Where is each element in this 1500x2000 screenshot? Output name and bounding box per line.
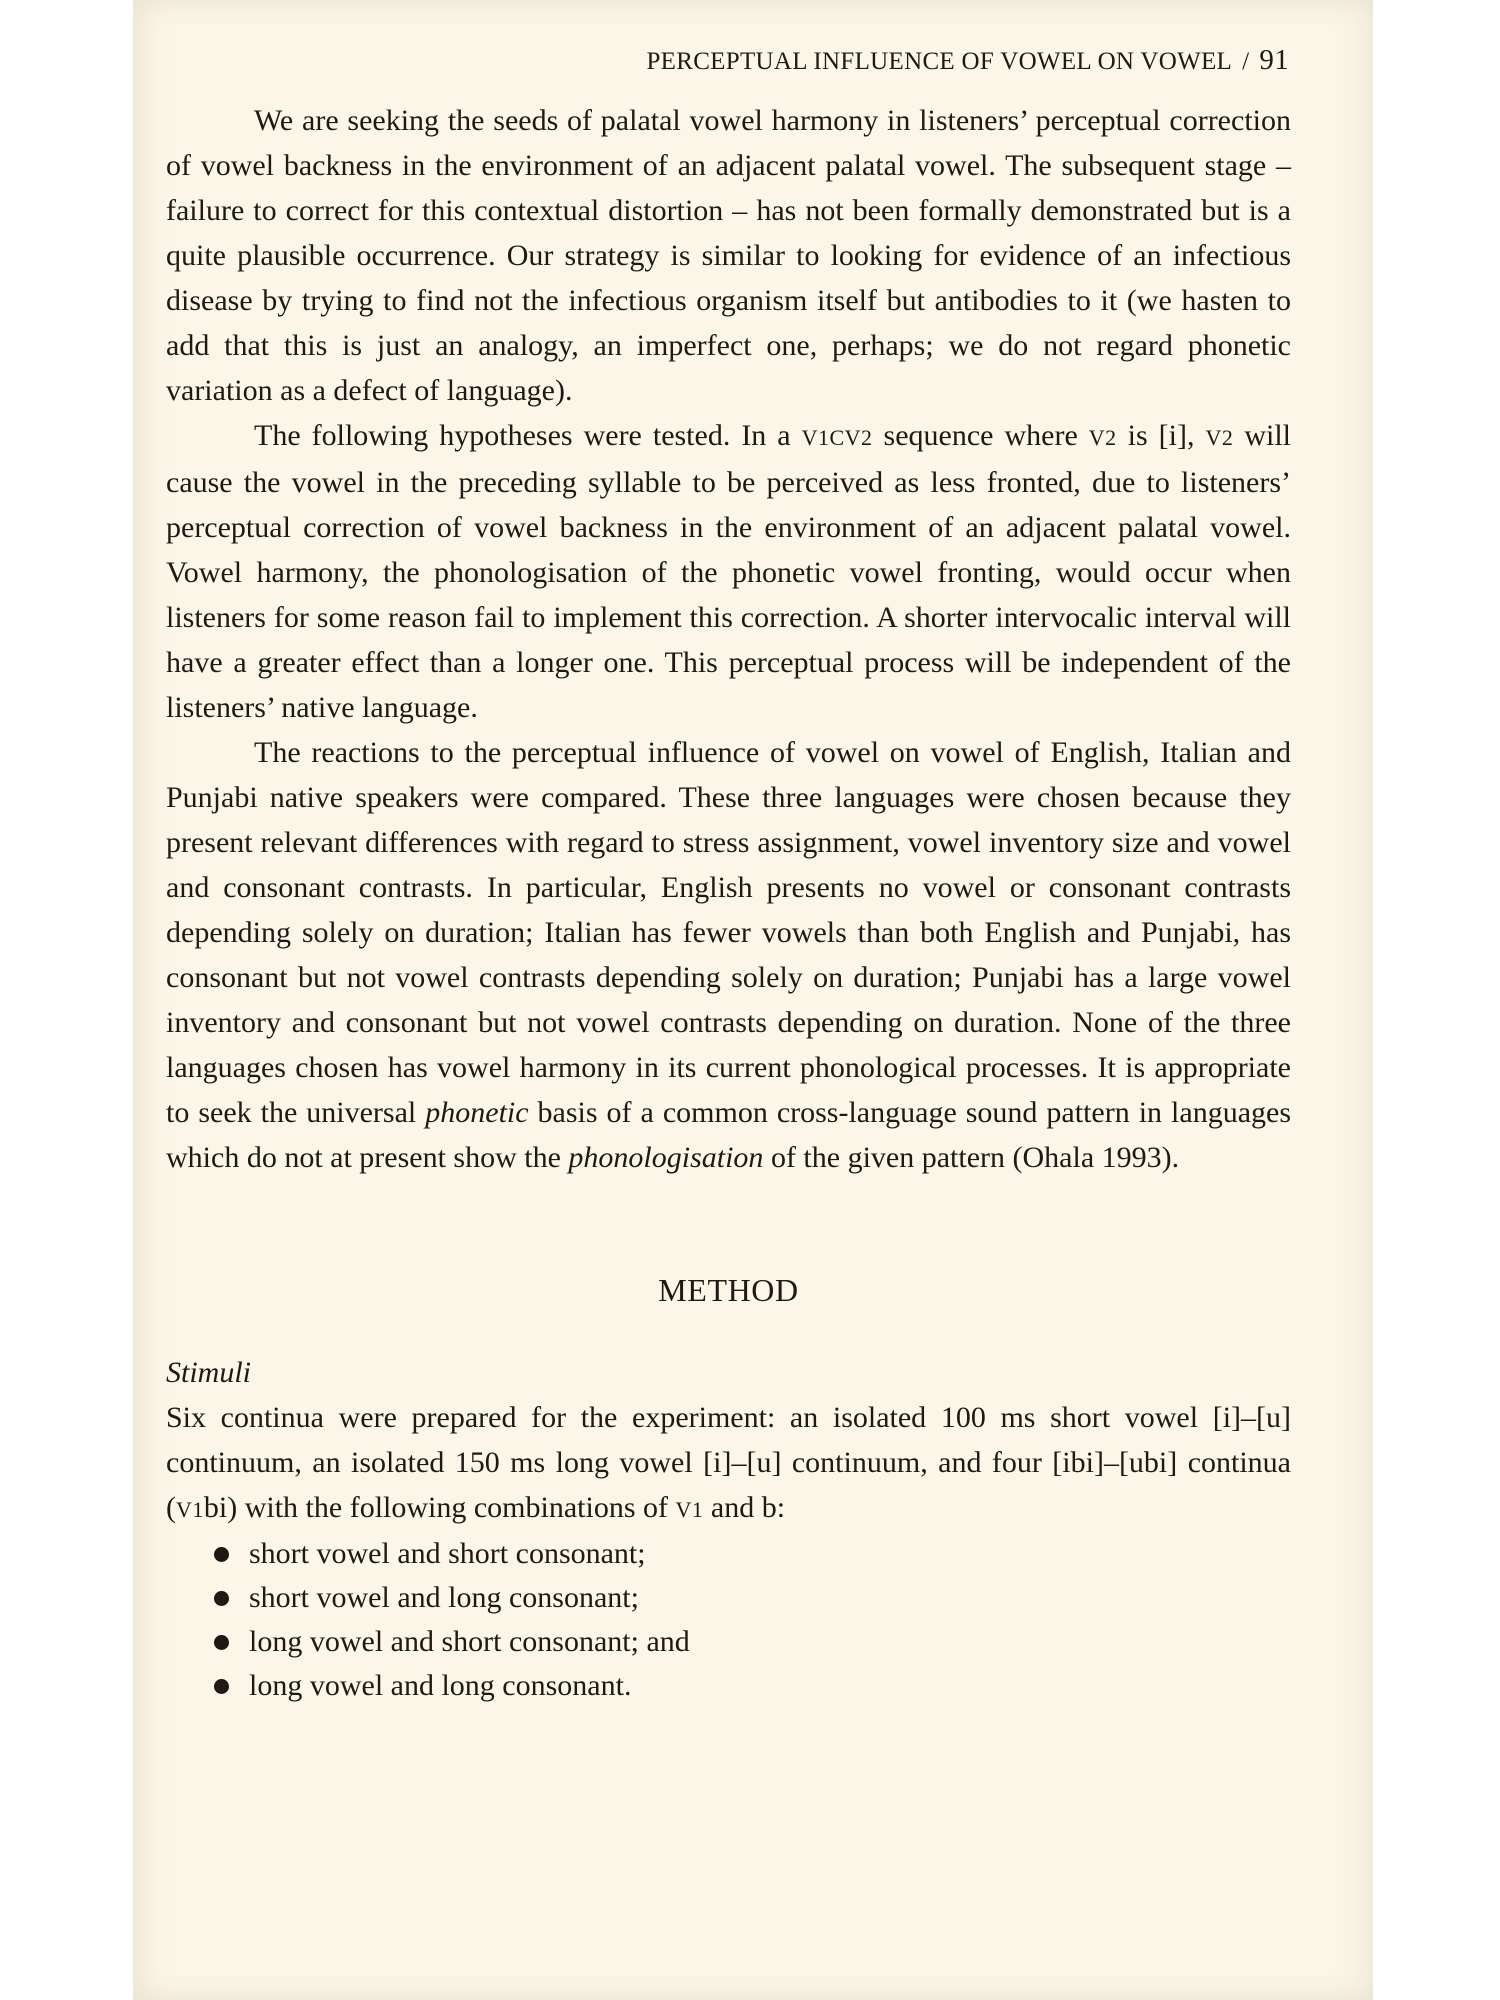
v2-label: V2	[1088, 425, 1117, 450]
bullet-icon	[214, 1547, 229, 1562]
body-text	[166, 98, 1291, 1180]
v1-label: V1	[176, 1497, 204, 1522]
bullet-icon	[214, 1679, 229, 1694]
bullet-icon	[214, 1591, 229, 1606]
emphasis-phonetic: phonetic	[425, 1096, 529, 1129]
list-item: short vowel and short consonant;	[166, 1532, 1291, 1576]
running-head-separator: /	[1242, 48, 1250, 75]
list-item: long vowel and short consonant; and	[166, 1620, 1291, 1664]
running-head	[166, 38, 1291, 82]
emphasis-phonologisation: phonologisation	[568, 1141, 764, 1174]
v2-label: V2	[1205, 425, 1234, 450]
list-item: long vowel and long consonant.	[166, 1664, 1291, 1708]
running-title: PERCEPTUAL INFLUENCE OF VOWEL ON VOWEL	[646, 48, 1233, 75]
subheading-stimuli: Stimuli	[166, 1356, 252, 1389]
v1cv2-label: V1CV2	[801, 425, 873, 450]
stimuli-list	[166, 1532, 1291, 1708]
page-number: 91	[1259, 44, 1289, 76]
v1-label: V1	[675, 1497, 704, 1522]
paragraph-3: The reactions to the perceptual influence of vowel on vowel of English, Italian and Punjabi native speakers were compared. These three languages were chosen because they present relevant differences with regard to stress assignment, vowel inventory size and vowel and consonant contrasts. In particular, English presents no vowel or consonant contrasts depending solely on duration; Italian has fewer vowels than both English and Punjabi, has consonant but not vowel contrasts depending solely on duration; Punjabi has a large vowel inventory and consonant but not vowel contrasts depending on duration. None of the three languages chosen has vowel harmony in its current phonological processes. It is appropriate to seek the universal phonetic basis of a common cross-language sound pattern in languages which do not at present show the phonologisation of the given pattern (Ohala 1993).	[166, 736, 1291, 1174]
paragraph-2: The following hypotheses were tested. In a V1CV2 sequence where V2 is [i], V2 will cause the vowel in the preceding syllable to be perceived as less fronted, due to listeners’ perceptual correction of vowel backness in the environment of an adjacent palatal vowel. Vowel harmony, the phonologisation of the phonetic vowel fronting, would occur when listeners for some reason fail to implement this correction. A shorter intervocalic interval will have a greater effect than a longer one. This perceptual process will be independent of the listeners’ native language.	[166, 419, 1292, 724]
paragraph-1: We are seeking the seeds of palatal vowel harmony in listeners’ perceptual correction of vowel backness in the environment of an adjacent palatal vowel. The subsequent stage – failure to correct for this contextual distortion – has not been formally demonstrated but is a quite plausible occurrence. Our strategy is similar to looking for evidence of an infectious disease by trying to find not the infectious organism itself but antibodies to it (we hasten to add that this is just an analogy, an imperfect one, perhaps; we do not regard phonetic variation as a defect of language).	[166, 104, 1291, 407]
section-heading-method: METHOD	[658, 1272, 799, 1308]
stimuli-paragraph: Six continua were prepared for the experiment: an isolated 100 ms short vowel [i]–[u] continuum, an isolated 150 ms long vowel [i]–[u] continuum, and four [ibi]–[ubi] continua (V1bi) with the following combinations of V1 and b:	[166, 1401, 1291, 1524]
bullet-icon	[214, 1635, 229, 1650]
page-content	[166, 38, 1291, 1708]
list-item: short vowel and long consonant;	[166, 1576, 1291, 1620]
